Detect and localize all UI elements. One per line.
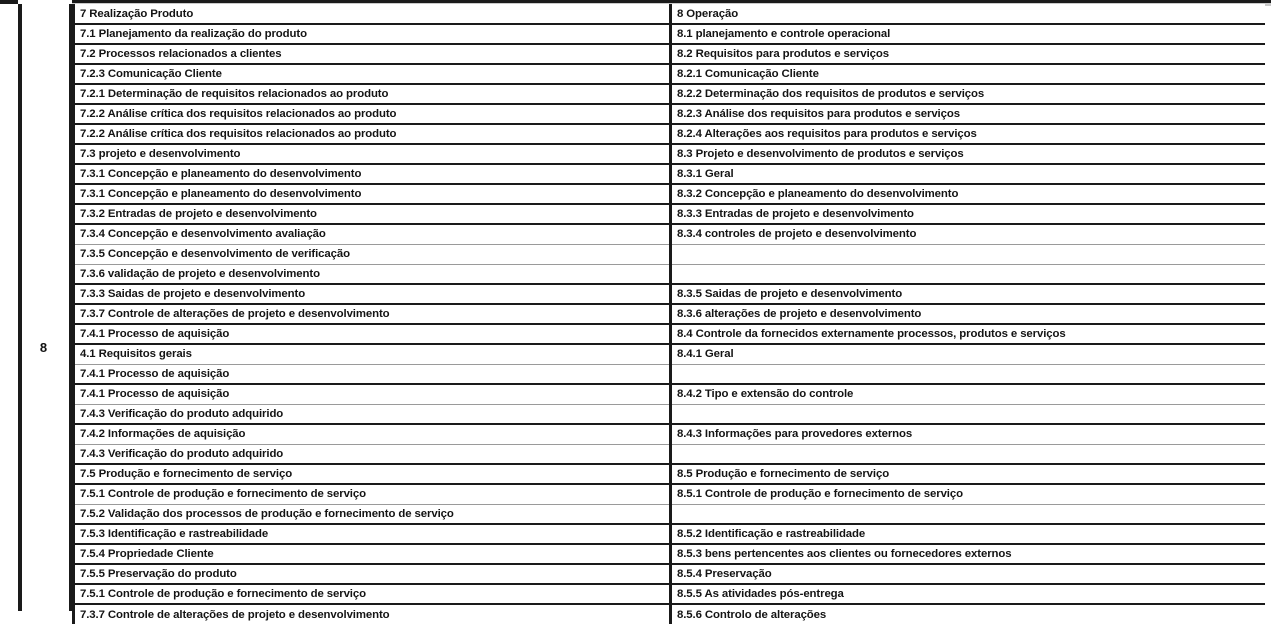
cell-iso9001-2008: 7.4.1 Processo de aquisição: [74, 324, 671, 344]
cell-iso9001-2008: 7.5.5 Preservação do produto: [74, 564, 671, 584]
cell-iso9001-2015: 8.4 Controle da fornecidos externamente processos, produtos e serviços: [671, 324, 1265, 344]
table-row: [74, 224, 1265, 244]
cell-iso9001-2008: 7.5.3 Identificação e rastreabilidade: [74, 524, 671, 544]
table-row: [74, 64, 1265, 84]
table-row: [74, 484, 1265, 504]
cell-iso9001-2015: 8.3.6 alterações de projeto e desenvolvimento: [671, 304, 1265, 324]
cell-iso9001-2008: 7.3.3 Saidas de projeto e desenvolvimento: [74, 284, 671, 304]
cell-iso9001-2015: [671, 504, 1265, 524]
table-row: [74, 604, 1265, 624]
cell-iso9001-2008: 4.1 Requisitos gerais: [74, 344, 671, 364]
cell-iso9001-2015: 8.1 planejamento e controle operacional: [671, 24, 1265, 44]
comparison-table: [72, 4, 1265, 624]
table-row: [74, 384, 1265, 404]
cell-iso9001-2015: 8.5.2 Identificação e rastreabilidade: [671, 524, 1265, 544]
cell-iso9001-2015: 8.2.3 Análise dos requisitos para produtos e serviços: [671, 104, 1265, 124]
cell-iso9001-2015: 8.4.3 Informações para provedores externos: [671, 424, 1265, 444]
table-row: [74, 24, 1265, 44]
cell-iso9001-2015: 8.5.1 Controle de produção e fornecimento de serviço: [671, 484, 1265, 504]
table-row: [74, 444, 1265, 464]
cell-iso9001-2008: 7.3.5 Concepção e desenvolvimento de verificação: [74, 244, 671, 264]
table-row: [74, 464, 1265, 484]
index-column-label: 8: [39, 340, 48, 355]
table-row: [74, 344, 1265, 364]
table-row: [74, 124, 1265, 144]
cell-iso9001-2008: 7.3.7 Controle de alterações de projeto e desenvolvimento: [74, 604, 671, 624]
index-column: [18, 4, 72, 611]
table-row: [74, 264, 1265, 284]
cell-iso9001-2008: 7.5.2 Validação dos processos de produção e fornecimento de serviço: [74, 504, 671, 524]
cell-iso9001-2008: 7.3.6 validação de projeto e desenvolvimento: [74, 264, 671, 284]
cell-iso9001-2008: 7.5.1 Controle de produção e fornecimento de serviço: [74, 484, 671, 504]
cell-iso9001-2015: 8.5.4 Preservação: [671, 564, 1265, 584]
table-row: [74, 504, 1265, 524]
table-row: [74, 584, 1265, 604]
cell-iso9001-2015: 8.4.1 Geral: [671, 344, 1265, 364]
table-body: [74, 4, 1265, 624]
table-row: [74, 284, 1265, 304]
cell-iso9001-2015: 8.3.5 Saidas de projeto e desenvolvimento: [671, 284, 1265, 304]
cell-iso9001-2008: 7.1 Planejamento da realização do produto: [74, 24, 671, 44]
table-row: [74, 84, 1265, 104]
table-row: [74, 204, 1265, 224]
cell-iso9001-2015: 8.3.2 Concepção e planeamento do desenvolvimento: [671, 184, 1265, 204]
cell-iso9001-2015: [671, 264, 1265, 284]
cell-iso9001-2015: 8.3.3 Entradas de projeto e desenvolvimento: [671, 204, 1265, 224]
table-row: [74, 164, 1265, 184]
cell-iso9001-2008: 7.4.2 Informações de aquisição: [74, 424, 671, 444]
cell-iso9001-2015: 8.2 Requisitos para produtos e serviços: [671, 44, 1265, 64]
cell-iso9001-2008: 7.4.3 Verificação do produto adquirido: [74, 444, 671, 464]
cell-iso9001-2008: 7.3.4 Concepção e desenvolvimento avaliação: [74, 224, 671, 244]
table-row: [74, 304, 1265, 324]
cell-iso9001-2008: 7.2.2 Análise crítica dos requisitos relacionados ao produto: [74, 124, 671, 144]
cell-iso9001-2008: 7.3.2 Entradas de projeto e desenvolvimento: [74, 204, 671, 224]
cell-iso9001-2008: 7.2 Processos relacionados a clientes: [74, 44, 671, 64]
cell-iso9001-2015: 8.3.1 Geral: [671, 164, 1265, 184]
table-row: [74, 404, 1265, 424]
table-row: [74, 184, 1265, 204]
table-row: [74, 144, 1265, 164]
cell-iso9001-2008: 7.2.1 Determinação de requisitos relacionados ao produto: [74, 84, 671, 104]
cell-iso9001-2008: 7.2.2 Análise crítica dos requisitos relacionados ao produto: [74, 104, 671, 124]
cell-iso9001-2008: 7.4.1 Processo de aquisição: [74, 364, 671, 384]
cell-iso9001-2015: 8.5.6 Controlo de alterações: [671, 604, 1265, 624]
cell-iso9001-2008: 7.3.7 Controle de alterações de projeto e desenvolvimento: [74, 304, 671, 324]
cell-iso9001-2015: 8.5 Produção e fornecimento de serviço: [671, 464, 1265, 484]
cell-iso9001-2015: 8.3 Projeto e desenvolvimento de produtos e serviços: [671, 144, 1265, 164]
table-row: [74, 244, 1265, 264]
table-row: [74, 104, 1265, 124]
cell-iso9001-2008: 7.2.3 Comunicação Cliente: [74, 64, 671, 84]
cell-iso9001-2015: 8.4.2 Tipo e extensão do controle: [671, 384, 1265, 404]
table-row: [74, 424, 1265, 444]
table-row: [74, 564, 1265, 584]
cell-iso9001-2015: 8.5.3 bens pertencentes aos clientes ou fornecedores externos: [671, 544, 1265, 564]
cell-iso9001-2008: 7.3 projeto e desenvolvimento: [74, 144, 671, 164]
comparison-table-wrapper: [72, 4, 1263, 621]
cell-iso9001-2015: [671, 444, 1265, 464]
cell-iso9001-2008: 7.4.1 Processo de aquisição: [74, 384, 671, 404]
table-row: [74, 544, 1265, 564]
cell-iso9001-2008: 7.5 Produção e fornecimento de serviço: [74, 464, 671, 484]
cell-iso9001-2015: [671, 404, 1265, 424]
cell-iso9001-2008: 7.5.1 Controle de produção e fornecimento de serviço: [74, 584, 671, 604]
cell-iso9001-2008: 7.3.1 Concepção e planeamento do desenvolvimento: [74, 184, 671, 204]
table-row: [74, 4, 1265, 24]
cell-iso9001-2008: 7.4.3 Verificação do produto adquirido: [74, 404, 671, 424]
table-row: [74, 44, 1265, 64]
cell-iso9001-2015: [671, 364, 1265, 384]
cell-iso9001-2015: [671, 244, 1265, 264]
cell-iso9001-2008: 7.5.4 Propriedade Cliente: [74, 544, 671, 564]
cell-iso9001-2015: 8.2.1 Comunicação Cliente: [671, 64, 1265, 84]
cell-iso9001-2015: 8.3.4 controles de projeto e desenvolvimento: [671, 224, 1265, 244]
table-row: [74, 524, 1265, 544]
cell-iso9001-2015: 8.5.5 As atividades pós-entrega: [671, 584, 1265, 604]
cell-iso9001-2015: 8.2.4 Alterações aos requisitos para produtos e serviços: [671, 124, 1265, 144]
cell-iso9001-2008: 7.3.1 Concepção e planeamento do desenvolvimento: [74, 164, 671, 184]
cell-iso9001-2008: 7 Realização Produto: [74, 4, 671, 24]
cell-iso9001-2015: 8 Operação: [671, 4, 1265, 24]
table-row: [74, 364, 1265, 384]
table-row: [74, 324, 1265, 344]
cell-iso9001-2015: 8.2.2 Determinação dos requisitos de produtos e serviços: [671, 84, 1265, 104]
